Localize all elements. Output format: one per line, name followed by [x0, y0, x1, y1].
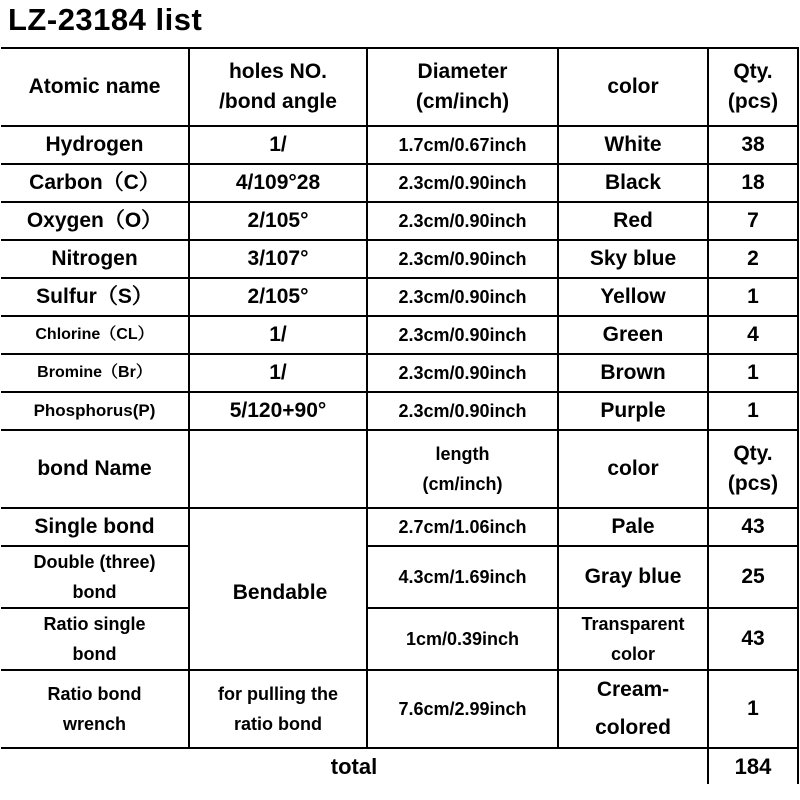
header-qty: Qty. (pcs) [708, 48, 798, 126]
bond-length: 2.7cm/1.06inch [367, 508, 558, 546]
atom-color: White [558, 126, 708, 164]
bond-row-ratio-single [1, 608, 798, 670]
atom-row-carbon [1, 164, 798, 202]
header-bond-empty [189, 430, 367, 508]
bond-color: Gray blue [558, 546, 708, 608]
atom-row-hydrogen [1, 126, 798, 164]
atom-row-nitrogen [1, 240, 798, 278]
atom-diameter: 2.3cm/0.90inch [367, 354, 558, 392]
bond-qty: 43 [708, 508, 798, 546]
atom-name: Hydrogen [1, 126, 189, 164]
parts-list-table [1, 47, 799, 784]
header-atomic-name: Atomic name [1, 48, 189, 126]
bond-name: Single bond [1, 508, 189, 546]
atom-name: Bromine（Br） [1, 354, 189, 392]
total-row [1, 748, 798, 784]
atom-name: Chlorine（CL） [1, 316, 189, 354]
bond-qty: 43 [708, 608, 798, 670]
page-title: LZ-23184 list [8, 2, 203, 37]
atom-holes: 5/120+90° [189, 392, 367, 430]
bond-name: Ratio bond wrench [1, 670, 189, 748]
atom-row-phosphorus [1, 392, 798, 430]
atom-qty: 2 [708, 240, 798, 278]
bond-color: Cream- colored [558, 670, 708, 748]
atom-row-sulfur [1, 278, 798, 316]
atom-holes: 1/ [189, 354, 367, 392]
atom-header-row [1, 48, 798, 126]
atom-name: Phosphorus(P) [1, 392, 189, 430]
atom-row-chlorine [1, 316, 798, 354]
bond-color: Pale [558, 508, 708, 546]
atom-diameter: 2.3cm/0.90inch [367, 240, 558, 278]
bond-header-row [1, 430, 798, 508]
atom-color: Purple [558, 392, 708, 430]
atom-qty: 1 [708, 354, 798, 392]
atom-holes: 1/ [189, 126, 367, 164]
bond-row-double [1, 546, 798, 608]
atom-holes: 1/ [189, 316, 367, 354]
atom-name: Nitrogen [1, 240, 189, 278]
atom-diameter: 1.7cm/0.67inch [367, 126, 558, 164]
atom-color: Red [558, 202, 708, 240]
atom-color: Sky blue [558, 240, 708, 278]
atom-qty: 4 [708, 316, 798, 354]
total-label: total [1, 748, 708, 784]
atom-color: Green [558, 316, 708, 354]
header-bond-color: color [558, 430, 708, 508]
bond-note: for pulling the ratio bond [189, 670, 367, 748]
atom-holes: 2/105° [189, 202, 367, 240]
header-length: length (cm/inch) [367, 430, 558, 508]
atom-color: Yellow [558, 278, 708, 316]
header-bond-name: bond Name [1, 430, 189, 508]
atom-qty: 1 [708, 392, 798, 430]
atom-name: Carbon（C） [1, 164, 189, 202]
bond-note-bendable [189, 508, 367, 670]
atom-diameter: 2.3cm/0.90inch [367, 202, 558, 240]
atom-qty: 18 [708, 164, 798, 202]
atom-qty: 38 [708, 126, 798, 164]
bond-name: Ratio single bond [1, 608, 189, 670]
atom-color: Brown [558, 354, 708, 392]
atom-diameter: 2.3cm/0.90inch [367, 164, 558, 202]
atom-name: Oxygen（O） [1, 202, 189, 240]
header-bond-qty: Qty. (pcs) [708, 430, 798, 508]
bond-length: 1cm/0.39inch [367, 608, 558, 670]
atom-qty: 1 [708, 278, 798, 316]
atom-holes: 4/109°28 [189, 164, 367, 202]
atom-row-bromine [1, 354, 798, 392]
header-holes: holes NO. /bond angle [189, 48, 367, 126]
atom-diameter: 2.3cm/0.90inch [367, 278, 558, 316]
bond-length: 7.6cm/2.99inch [367, 670, 558, 748]
bond-name: Double (three) bond [1, 546, 189, 608]
bond-qty: 25 [708, 546, 798, 608]
atom-name: Sulfur（S） [1, 278, 189, 316]
bond-color: Transparent color [558, 608, 708, 670]
bond-row-wrench [1, 670, 798, 748]
bendable-overlay: Bendable [232, 581, 328, 604]
bond-row-single [1, 508, 798, 546]
atom-qty: 7 [708, 202, 798, 240]
atom-holes: 2/105° [189, 278, 367, 316]
atom-diameter: 2.3cm/0.90inch [367, 316, 558, 354]
header-diameter: Diameter (cm/inch) [367, 48, 558, 126]
header-color: color [558, 48, 708, 126]
atom-color: Black [558, 164, 708, 202]
atom-diameter: 2.3cm/0.90inch [367, 392, 558, 430]
atom-row-oxygen [1, 202, 798, 240]
atom-holes: 3/107° [189, 240, 367, 278]
total-value: 184 [708, 748, 798, 784]
bond-qty: 1 [708, 670, 798, 748]
bond-length: 4.3cm/1.69inch [367, 546, 558, 608]
